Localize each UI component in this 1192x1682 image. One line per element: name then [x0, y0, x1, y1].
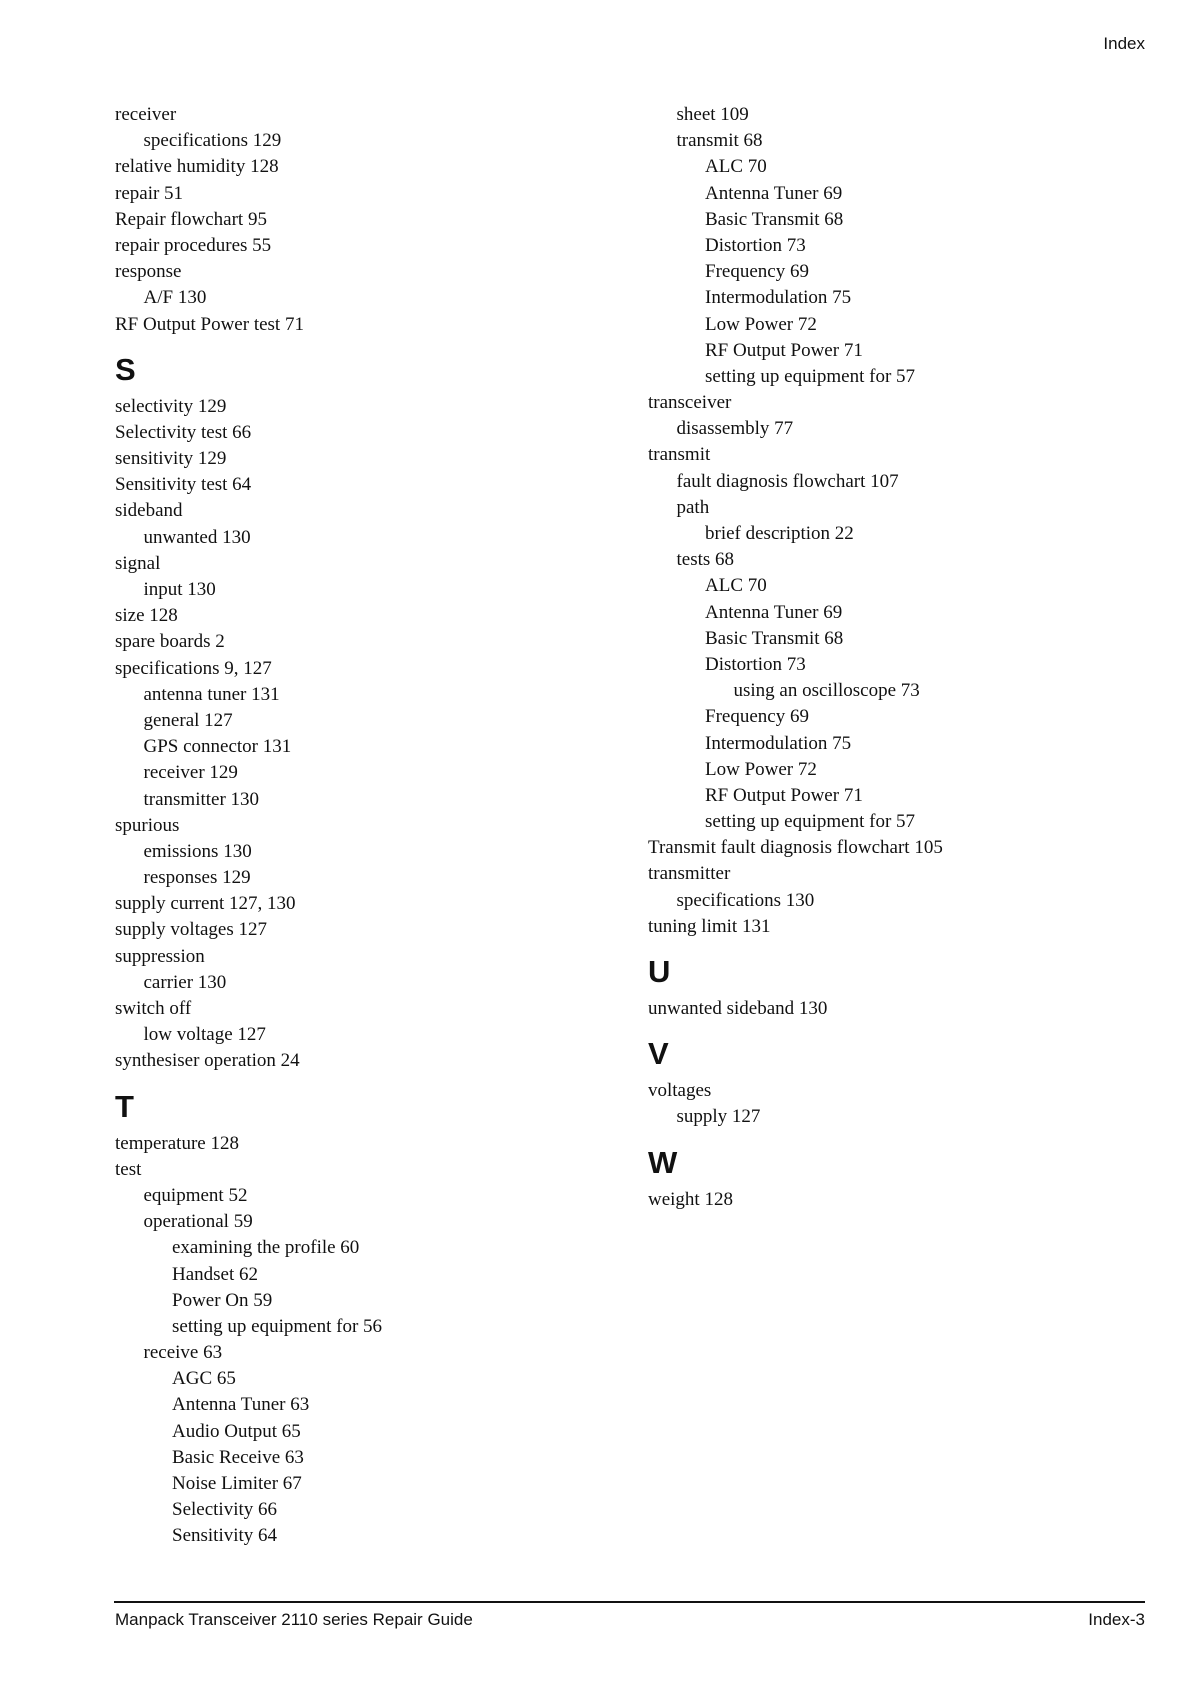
- index-entry-level-1: receiver: [115, 104, 177, 125]
- index-entry-level-2: equipment 52: [143, 1184, 248, 1206]
- footer-page-number: Index-3: [1088, 1610, 1145, 1629]
- index-entry-level-3: Antenna Tuner 69: [705, 182, 843, 204]
- index-entry-level-2: general 127: [143, 709, 233, 731]
- index-entry-level-2: fault diagnosis flowchart 107: [676, 470, 899, 492]
- index-entry-level-3: ALC 70: [705, 575, 767, 597]
- index-entry-level-2: transmitter 130: [143, 788, 260, 810]
- index-entry-level-2: A/F 130: [143, 287, 207, 309]
- index-entry-level-1: unwanted sideband 130: [648, 998, 828, 1019]
- index-entry-level-2: receiver 129: [143, 762, 238, 784]
- index-entry-level-2: emissions 130: [143, 840, 252, 862]
- index-entry-level-3: Low Power 72: [705, 758, 817, 780]
- index-entry-level-1: RF Output Power test 71: [115, 313, 304, 335]
- index-entry-level-3: setting up equipment for 57: [705, 811, 916, 833]
- index-entry-level-1: voltages: [648, 1080, 712, 1102]
- index-entry-level-3: Basic Receive 63: [172, 1446, 304, 1468]
- index-entry-level-2: unwanted 130: [143, 526, 251, 548]
- index-entry-level-1: specifications 9, 127: [115, 657, 272, 679]
- index-entry-level-1: synthesiser operation 24: [115, 1050, 300, 1072]
- index-entry-level-3: ALC 70: [705, 156, 767, 178]
- index-entry-level-1: temperature 128: [115, 1132, 239, 1154]
- index-entry-level-2: tests 68: [676, 549, 735, 571]
- index-entry-level-3: Power On 59: [172, 1289, 273, 1311]
- index-entry-level-2: supply 127: [676, 1106, 761, 1128]
- index-entry-level-4: using an oscilloscope 73: [733, 680, 920, 702]
- index-letter-heading: W: [648, 1144, 678, 1180]
- index-entry-level-2: transmit 68: [676, 130, 763, 152]
- index-entry-level-2: specifications 129: [143, 130, 282, 152]
- index-entry-level-3: AGC 65: [172, 1368, 236, 1390]
- index-entry-level-3: RF Output Power 71: [705, 339, 863, 361]
- index-entry-level-1: spurious: [115, 814, 180, 836]
- index-entry-level-3: Selectivity 66: [172, 1499, 278, 1521]
- index-entry-level-1: size 128: [115, 605, 178, 627]
- index-entry-level-1: transceiver: [648, 392, 732, 414]
- index-letter-heading: T: [115, 1088, 134, 1124]
- index-entry-level-3: Audio Output 65: [172, 1420, 301, 1442]
- index-entry-level-1: supply current 127, 130: [115, 893, 296, 915]
- index-entry-level-1: sideband: [115, 500, 183, 522]
- index-entry-level-3: Frequency 69: [705, 706, 809, 728]
- index-entry-level-1: transmit: [648, 444, 711, 466]
- index-entry-level-3: Sensitivity 64: [172, 1525, 278, 1547]
- index-entry-level-1: sensitivity 129: [115, 448, 227, 470]
- index-entry-level-1: weight 128: [648, 1188, 733, 1210]
- index-entry-level-1: test: [115, 1158, 142, 1180]
- index-entry-level-1: signal: [115, 552, 161, 574]
- index-entry-level-3: setting up equipment for 56: [172, 1315, 383, 1337]
- index-entry-level-2: carrier 130: [143, 971, 227, 993]
- index-entry-level-3: Antenna Tuner 63: [172, 1394, 310, 1416]
- index-entry-level-3: Noise Limiter 67: [172, 1473, 302, 1494]
- index-entry-level-1: Repair flowchart 95: [115, 208, 267, 230]
- index-entry-level-2: input 130: [143, 579, 216, 600]
- index-entry-level-2: disassembly 77: [676, 418, 794, 440]
- index-entry-level-3: examining the profile 60: [172, 1237, 360, 1259]
- index-entry-level-1: suppression: [115, 945, 205, 967]
- index-entry-level-1: transmitter: [648, 863, 731, 885]
- index-entry-level-1: repair 51: [115, 182, 184, 204]
- index-entry-level-2: responses 129: [143, 867, 251, 889]
- index-entry-level-3: Intermodulation 75: [705, 732, 852, 754]
- index-entry-level-3: Low Power 72: [705, 313, 817, 335]
- index-entry-level-2: GPS connector 131: [143, 736, 292, 758]
- index-entry-level-3: Basic Transmit 68: [705, 208, 844, 230]
- index-entry-level-1: selectivity 129: [115, 395, 227, 417]
- index-entry-level-1: spare boards 2: [115, 631, 225, 653]
- index-entry-level-1: repair procedures 55: [115, 234, 272, 256]
- index-entry-level-1: switch off: [115, 998, 192, 1019]
- index-letter-heading: S: [115, 351, 136, 387]
- index-entry-level-2: antenna tuner 131: [143, 683, 280, 705]
- index-entry-level-2: sheet 109: [676, 104, 749, 125]
- index-entry-level-2: specifications 130: [676, 889, 815, 911]
- index-entry-level-2: operational 59: [143, 1211, 253, 1233]
- index-entry-level-2: path: [676, 496, 710, 518]
- index-entry-level-3: Distortion 73: [705, 653, 806, 675]
- index-entry-level-3: Handset 62: [172, 1263, 259, 1285]
- index-entry-level-3: Antenna Tuner 69: [705, 601, 843, 623]
- index-entry-level-1: Selectivity test 66: [115, 421, 252, 443]
- index-column-left: [115, 102, 615, 1550]
- index-entry-level-3: brief description 22: [705, 523, 854, 544]
- index-entry-level-3: Basic Transmit 68: [705, 627, 844, 649]
- index-entry-level-1: response: [115, 261, 182, 283]
- index-entry-level-1: Sensitivity test 64: [115, 474, 252, 496]
- index-entry-level-2: receive 63: [143, 1342, 223, 1364]
- running-header: Index: [1103, 34, 1145, 53]
- index-entry-level-3: Frequency 69: [705, 261, 809, 283]
- index-entry-level-2: low voltage 127: [143, 1024, 266, 1046]
- index-entry-level-3: Intermodulation 75: [705, 287, 852, 309]
- index-entry-level-1: supply voltages 127: [115, 919, 267, 941]
- index-letter-heading: U: [648, 954, 671, 989]
- index-entry-level-1: tuning limit 131: [648, 915, 771, 937]
- index-entry-level-3: Distortion 73: [705, 234, 806, 256]
- index-entry-level-1: Transmit fault diagnosis flowchart 105: [648, 837, 943, 859]
- index-entry-level-3: setting up equipment for 57: [705, 365, 916, 387]
- index-entry-level-3: RF Output Power 71: [705, 784, 863, 806]
- index-entry-level-1: relative humidity 128: [115, 156, 279, 178]
- index-letter-heading: V: [648, 1036, 669, 1072]
- footer-rule: [114, 1601, 1145, 1603]
- index-column-right: [648, 102, 1148, 1213]
- footer-document-title: Manpack Transceiver 2110 series Repair Guide: [115, 1610, 473, 1629]
